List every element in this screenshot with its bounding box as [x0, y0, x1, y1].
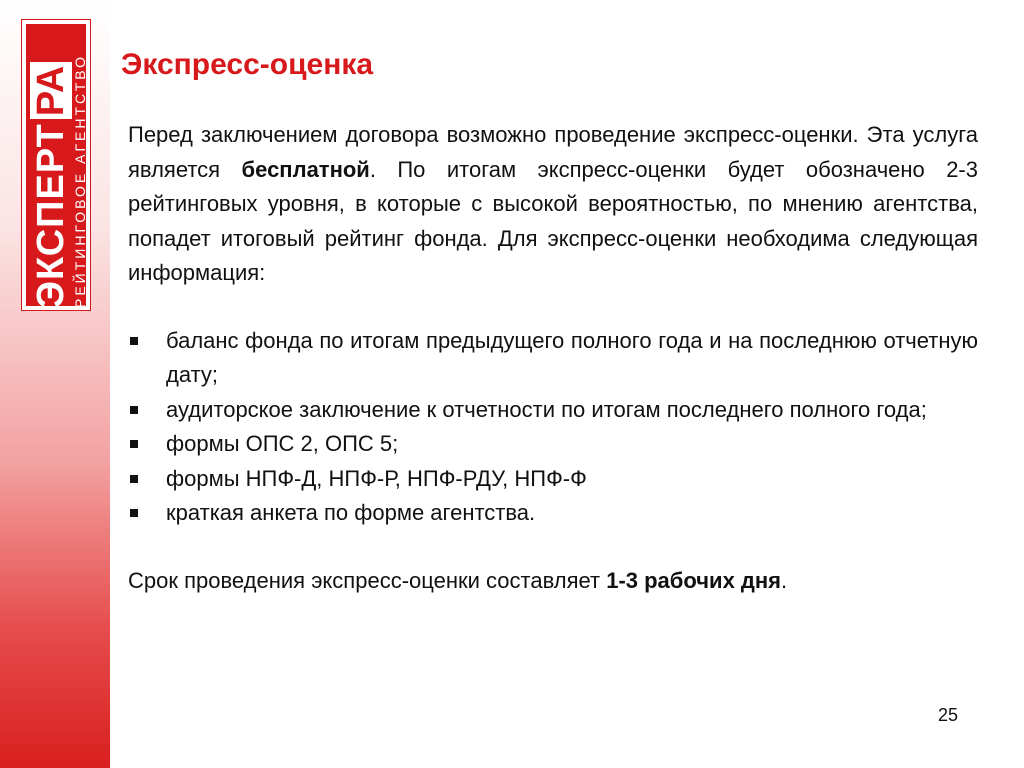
intro-bold-text: бесплатной [241, 156, 370, 182]
list-item: баланс фонда по итогам предыдущего полного года и на последнюю отчетную дату; [128, 324, 978, 393]
list-item: аудиторское заключение к отчетности по итогам последнего полного года; [128, 393, 978, 428]
agency-logo [22, 20, 90, 310]
logo-ra-text: РА [30, 62, 72, 119]
bullet-square-icon [130, 406, 138, 414]
list-item: формы ОПС 2, ОПС 5; [128, 427, 978, 462]
requirements-list [128, 324, 978, 531]
logo-main-text: ЭКСПЕРТРА [32, 24, 70, 308]
bullet-square-icon [130, 509, 138, 517]
bullet-square-icon [130, 475, 138, 483]
closing-paragraph: Срок проведения экспресс-оценки составляет 1-3 рабочих дня. [128, 567, 788, 593]
bullet-square-icon [130, 440, 138, 448]
bullet-square-icon [130, 337, 138, 345]
list-item: краткая анкета по форме агентства. [128, 496, 978, 531]
slide-content [128, 118, 978, 598]
list-item: формы НПФ-Д, НПФ-Р, НПФ-РДУ, НПФ-Ф [128, 462, 978, 497]
page-number: 25 [938, 705, 959, 725]
logo-subtitle: РЕЙТИНГОВОЕ АГЕНТСТВО [72, 53, 88, 308]
intro-paragraph: Перед заключением договора возможно проведение экспресс-оценки. Эта услуга является бесплатной. По итогам экспресс-оценки будет обозначено 2-3 рейтинговых уровня, в которые с высокой вероятностью, по мнению агентства, попадет итоговый рейтинг фонда. Для экспресс-оценки необходима следующая информация: [128, 122, 978, 285]
closing-bold-text: 1-3 рабочих дня [606, 567, 781, 593]
slide-title: Экспресс-оценка [121, 48, 374, 81]
